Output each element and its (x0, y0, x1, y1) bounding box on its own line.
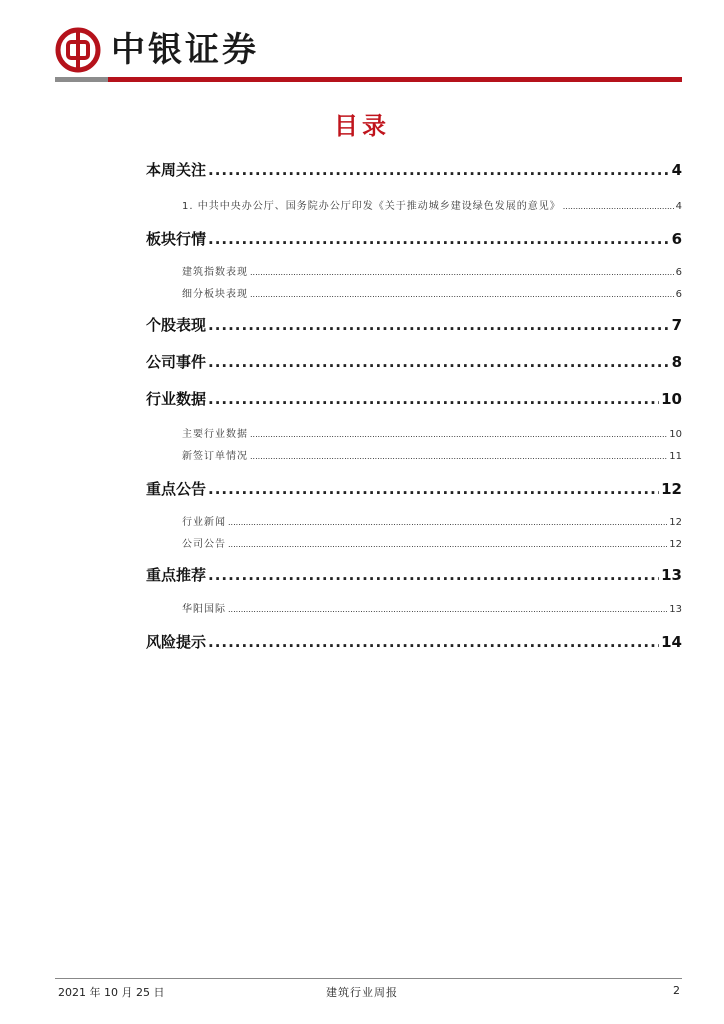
toc-entry-page: 4 (671, 161, 682, 179)
toc-entry-new-orders[interactable] (182, 447, 682, 462)
toc-entry-industry-news[interactable] (182, 513, 682, 528)
toc-entry-page: 4 (675, 201, 682, 212)
toc-dot-leader (208, 161, 670, 179)
toc-entry-construction-index[interactable] (182, 263, 682, 278)
toc-entry-sub-sector[interactable] (182, 285, 682, 300)
toc-entry-main-industry-data[interactable] (182, 425, 682, 440)
toc-dot-leader (250, 268, 674, 277)
toc-dot-leader (208, 353, 670, 371)
toc-dot-leader (208, 316, 670, 334)
toc-entry-stock-performance[interactable] (146, 314, 682, 335)
toc-entry-page: 8 (671, 353, 682, 371)
toc-entry-page: 13 (669, 604, 682, 615)
toc-entry-label: 风险提示 (146, 633, 207, 651)
toc-entry-page: 14 (661, 633, 682, 651)
footer-rule (55, 978, 682, 979)
toc-dot-leader (208, 566, 659, 584)
toc-entry-page: 12 (661, 480, 682, 498)
toc-entry-label: 建筑指数表现 (182, 267, 248, 278)
toc-dot-leader (250, 290, 674, 299)
toc-entry-green-development-opinion[interactable] (182, 197, 682, 212)
toc-entry-label: 1. 中共中央办公厅、国务院办公厅印发《关于推动城乡建设绿色发展的意见》 (182, 201, 561, 212)
toc-entry-label: 重点推荐 (146, 566, 207, 584)
boc-logo-icon (55, 27, 101, 73)
toc-dot-leader (208, 480, 659, 498)
toc-entry-label: 重点公告 (146, 480, 207, 498)
toc-entry-label: 公司事件 (146, 353, 207, 371)
toc-entry-label: 公司公告 (182, 539, 226, 550)
toc-dot-leader (228, 605, 667, 614)
header-rule-grey (55, 77, 108, 82)
toc-entry-label: 细分板块表现 (182, 289, 248, 300)
toc-entry-industry-data[interactable] (146, 388, 682, 409)
toc-dot-leader (250, 452, 667, 461)
toc-entry-page: 6 (675, 267, 682, 278)
toc-entry-label: 个股表现 (146, 316, 207, 334)
footer-report-name: 建筑行业周报 (326, 986, 398, 999)
report-header (55, 28, 259, 72)
toc-entry-page: 13 (661, 566, 682, 584)
toc-entry-page: 7 (671, 316, 682, 334)
toc-dot-leader (208, 230, 670, 248)
toc-title: 目录 (334, 112, 390, 140)
brand-name: 中银证券 (111, 30, 259, 70)
toc-entry-key-announcements[interactable] (146, 478, 682, 499)
toc-entry-page: 10 (661, 390, 682, 408)
toc-entry-label: 本周关注 (146, 161, 207, 179)
toc-dot-leader (228, 540, 667, 549)
footer-page-number: 2 (673, 984, 680, 997)
toc-dot-leader (563, 202, 674, 211)
toc-entry-label: 行业数据 (146, 390, 207, 408)
toc-entry-sector-market[interactable] (146, 228, 682, 249)
toc-dot-leader (208, 390, 659, 408)
header-rule (55, 77, 682, 82)
toc-entry-page: 6 (671, 230, 682, 248)
toc-entry-page: 12 (669, 517, 682, 528)
toc-entry-label: 板块行情 (146, 230, 207, 248)
toc-dot-leader (208, 633, 659, 651)
footer-date: 2021 年 10 月 25 日 (58, 986, 165, 999)
toc-dot-leader (250, 430, 667, 439)
toc-entry-label: 主要行业数据 (182, 429, 248, 440)
toc-dot-leader (228, 518, 667, 527)
toc-entry-label: 新签订单情况 (182, 451, 248, 462)
toc-entry-page: 6 (675, 289, 682, 300)
toc-entry-risk-warning[interactable] (146, 631, 682, 652)
toc-entry-huayang-international[interactable] (182, 600, 682, 615)
toc-entry-page: 10 (669, 429, 682, 440)
header-rule-red (108, 77, 682, 82)
toc-entry-label: 行业新闻 (182, 517, 226, 528)
toc-entry-company-announcements[interactable] (182, 535, 682, 550)
toc-entry-key-recommendations[interactable] (146, 564, 682, 585)
toc-entry-label: 华阳国际 (182, 604, 226, 615)
toc-entry-company-events[interactable] (146, 351, 682, 372)
toc-entry-page: 11 (669, 451, 682, 462)
toc-entry-weekly-focus[interactable] (146, 159, 682, 180)
toc-entry-page: 12 (669, 539, 682, 550)
